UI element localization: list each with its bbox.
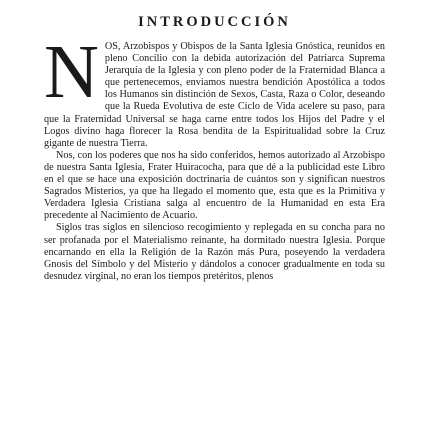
page-title: INTRODUCCIÓN	[138, 14, 291, 30]
paragraph-3: Siglos tras siglos en silencioso recogimiento y replegada en su concha para no ser profanada por el Materialismo reinante, ha dormitado nuestra Iglesia. Porque encarnando en ella la Religión de la Razón más Pura, poseyendo la verdadera Gnosis del Símbolo y del Misterio y dándolos a conocer gradualmente en toda su desnudez virginal, no eran los tiempos pretéritos, plenos	[44, 222, 385, 282]
drop-cap: N	[44, 30, 99, 114]
paragraph-1-text: OS, Arzobispos y Obispos de la Santa Iglesia Gnóstica, reunidos en pleno Concilio con la debida autorización del Patriarca Suprema Jerarquía de la Iglesia y con pleno poder de la Fraternidad Blanca a que pertenecemos, enviamos nuestra bendición Apostólica a todos los Humanos sin distinción de Sexos, Casta, Raza o Color, deseando que la Rueda Evolutiva de este Ciclo de Vida acelere su paso, para que la Fraternidad Universal se haga carne entre todos los Hijos del Padre y el Logos divino haga florecer la Rosa bendita de la Espiritualidad sobre la Cruz gigante de nuestra Tierra.	[44, 41, 385, 149]
paragraph-1	[44, 30, 385, 150]
body-text	[44, 30, 385, 283]
paragraph-2: Nos, con los poderes que nos ha sido conferidos, hemos autorizado al Arzobispo de nuestra Santa Iglesia, Frater Huiracocha, para que dé a la publicidad este Libro en el que se hace una exposición doctrinaria de cuántos son y significan nuestros Sagrados Misterios, ya que ha llegado el momento que, esta que es la Primitiva y Verdadera Iglesia Cristiana salga al encuentro de la Humanidad en esta Era precedente al Nacimiento de Acuario.	[44, 149, 385, 222]
